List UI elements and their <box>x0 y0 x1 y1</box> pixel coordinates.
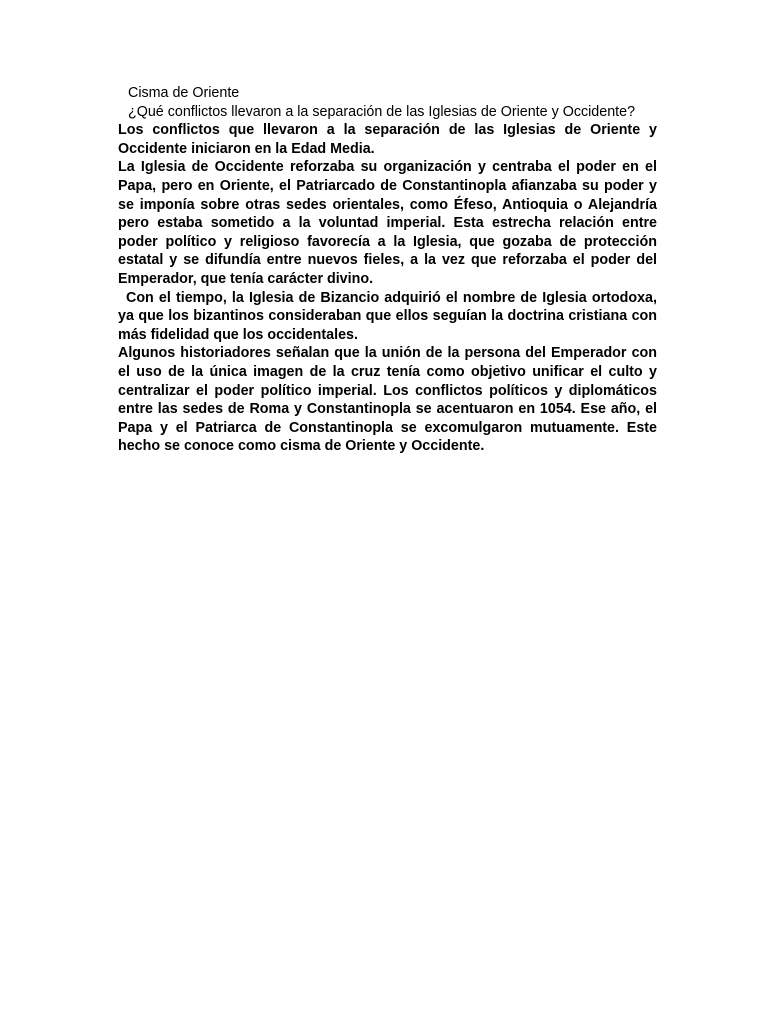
document-body <box>118 84 657 456</box>
paragraph-1: Los conflictos que llevaron a la separación de las Iglesias de Oriente y Occidente iniciaron en la Edad Media. <box>118 122 657 157</box>
paragraph-3: Con el tiempo, la Iglesia de Bizancio adquirió el nombre de Iglesia ortodoxa, ya que los bizantinos consideraban que ellos seguían la doctrina cristiana con más fidelidad que los occidentales. <box>118 289 657 343</box>
document-question: ¿Qué conflictos llevaron a la separación de las Iglesias de Oriente y Occidente? <box>128 103 636 120</box>
document-title: Cisma de Oriente <box>128 85 240 101</box>
paragraph-4: Algunos historiadores señalan que la unión de la persona del Emperador con el uso de la única imagen de la cruz tenía como objetivo unificar el culto y centralizar el poder político imperial. Los conflictos políticos y diplomáticos entre las sedes de Roma y Constantinopla se acentuaron en 1054. Ese año, el Papa y el Patriarca de Constantinopla se excomulgaron mutuamente. Este hecho se conoce como cisma de Oriente y Occidente. <box>118 345 657 455</box>
paragraph-2: La Iglesia de Occidente reforzaba su organización y centraba el poder en el Papa, pero en Oriente, el Patriarcado de Constantinopla afianzaba su poder y se imponía sobre otras sedes orientales, como Éfeso, Antioquia o Alejandría pero estaba sometido a la voluntad imperial. Esta estrecha relación entre poder político y religioso favorecía a la Iglesia, que gozaba de protección estatal y se difundía entre nuevos fieles, a la vez que reforzaba el poder del Emperador, que tenía carácter divino. <box>118 159 657 287</box>
